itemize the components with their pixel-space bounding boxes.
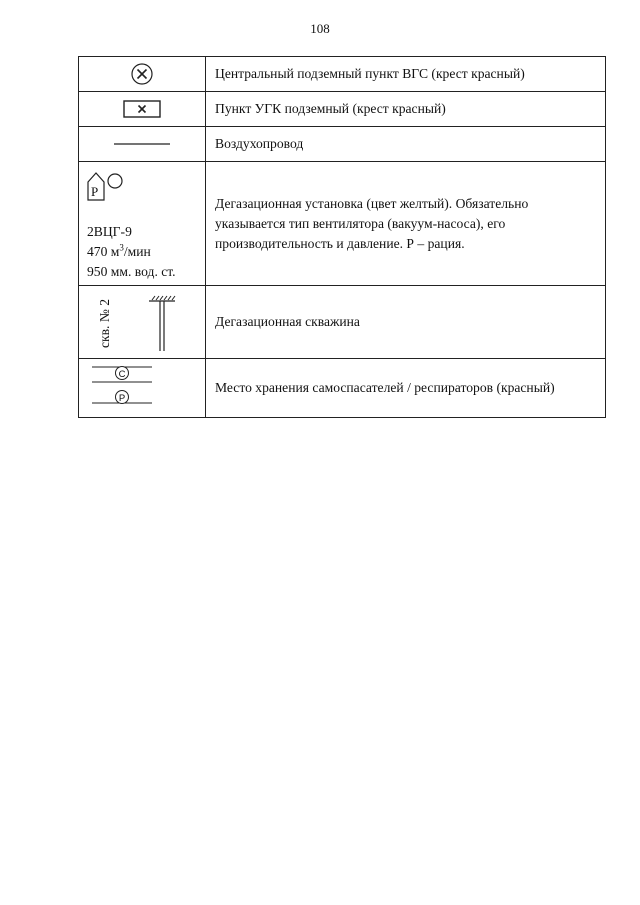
legend-row — [79, 359, 606, 418]
capacity-exponent: 3 — [119, 242, 124, 253]
symbol-cell — [79, 359, 206, 418]
legend-row — [79, 162, 606, 286]
radio-letter: Р — [91, 184, 99, 199]
symbol-cell — [79, 286, 206, 359]
storage-letter-top: С — [118, 369, 126, 380]
symbol-cell — [79, 57, 206, 92]
line-icon — [79, 128, 205, 161]
unit-pressure: 950 мм. вод. ст. — [87, 264, 176, 279]
storage-icon — [79, 359, 205, 417]
legend-table — [78, 56, 606, 418]
symbol-description: Воздухопровод — [206, 127, 606, 162]
legend-row — [79, 57, 606, 92]
boxed-cross-icon — [79, 93, 205, 126]
symbol-description: Место хранения самоспасателей / респираторов (красный) — [206, 359, 606, 418]
degassing-unit-icon — [79, 162, 205, 210]
symbol-description: Дегазационная установка (цвет желтый). Обязательно указывается тип вентилятора (вакуум-насоса), его производительность и давление. Р – рация. — [206, 162, 606, 286]
unit-capacity — [87, 242, 151, 262]
symbol-cell — [79, 127, 206, 162]
symbol-description: Пункт УГК подземный (крест красный) — [206, 92, 606, 127]
symbol-cell — [79, 162, 206, 286]
borehole-icon — [79, 286, 205, 358]
symbol-description: Центральный подземный пункт ВГС (крест красный) — [206, 57, 606, 92]
unit-type: 2ВЦГ-9 — [87, 224, 132, 239]
legend-row — [79, 127, 606, 162]
legend-row — [79, 286, 606, 359]
capacity-value: 470 м — [87, 244, 120, 259]
symbol-description: Дегазационная скважина — [206, 286, 606, 359]
page-number: 108 — [310, 21, 330, 36]
legend-row — [79, 92, 606, 127]
storage-letter-bottom: Р — [118, 393, 126, 404]
capacity-unit: /мин — [123, 244, 151, 259]
symbol-cell — [79, 92, 206, 127]
circled-cross-icon — [79, 58, 205, 91]
well-label: скв. № 2 — [97, 298, 112, 348]
